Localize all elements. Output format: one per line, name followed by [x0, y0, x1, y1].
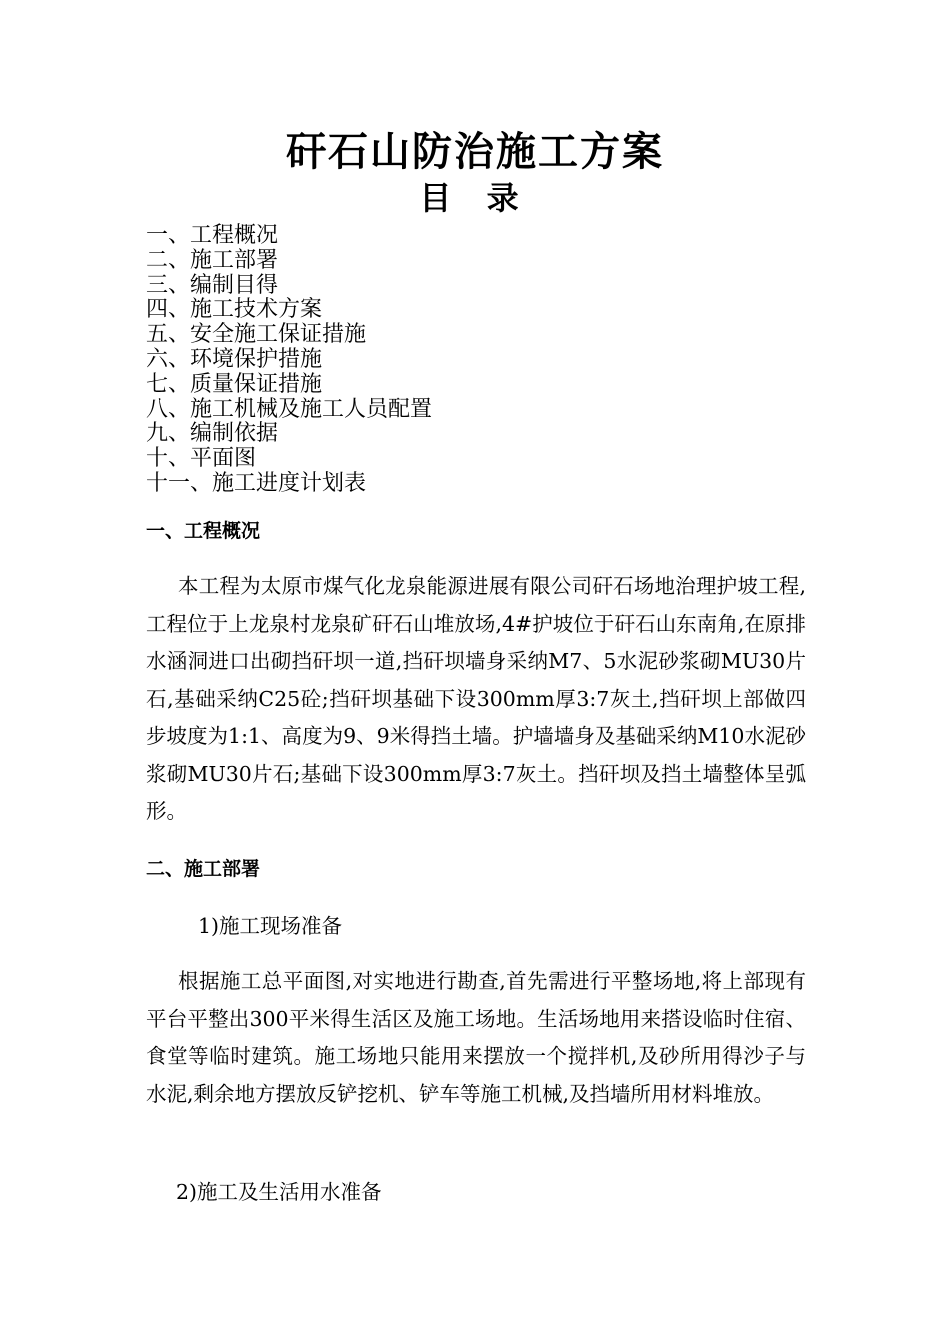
subsection-title-water-preparation: 2)施工及生活用水准备: [176, 1180, 382, 1204]
section-heading-overview: 一、工程概况: [146, 520, 261, 542]
subsection-paragraph-site-preparation: 根据施工总平面图,对实地进行勘查,首先需进行平整场地,将上部现有平台平整出300平米得生活区及施工场地。生活场地用来搭设临时住宿、食堂等临时建筑。施工场地只能用来摆放一个搅拌机,及砂所用得沙子与水泥,剩余地方摆放反铲挖机、铲车等施工机械,及挡墙所用材料堆放。: [146, 969, 806, 1106]
toc-item: 九、编制依据: [146, 421, 279, 447]
table-of-contents: [146, 224, 432, 497]
toc-item: 七、质量保证措施: [146, 371, 323, 397]
toc-heading: 目 录: [419, 179, 531, 217]
toc-item: 十、平面图: [146, 446, 257, 472]
toc-item: 六、环境保护措施: [146, 346, 323, 372]
toc-item: 八、施工机械及施工人员配置: [146, 396, 433, 422]
section-paragraph-overview: 本工程为太原市煤气化龙泉能源进展有限公司矸石场地治理护坡工程,工程位于上龙泉村龙泉矿矸石山堆放场,4#护坡位于矸石山东南角,在原排水涵洞进口出砌挡矸坝一道,挡矸坝墙身采纳M7、5水泥砂浆砌MU30片石,基础采纳C25砼;挡矸坝基础下设300mm厚3:7灰土,挡矸坝上部做四步坡度为1:1、高度为9、9米得挡土墙。护墙墙身及基础采纳M10水泥砂浆砌MU30片石;基础下设300mm厚3:7灰土。挡矸坝及挡土墙整体呈弧形。: [146, 574, 806, 823]
toc-item: 二、施工部署: [146, 247, 279, 273]
toc-item: 十一、施工进度计划表: [146, 470, 367, 496]
toc-item: 四、施工技术方案: [146, 297, 323, 323]
section-heading-deployment: 二、施工部署: [146, 858, 261, 880]
toc-item: 一、工程概况: [146, 223, 279, 248]
toc-item: 三、编制目得: [146, 272, 279, 298]
toc-item: 五、安全施工保证措施: [146, 322, 367, 348]
subsection-title-site-preparation: 1)施工现场准备: [198, 914, 343, 938]
document-title: 矸石山防治施工方案: [286, 128, 664, 175]
